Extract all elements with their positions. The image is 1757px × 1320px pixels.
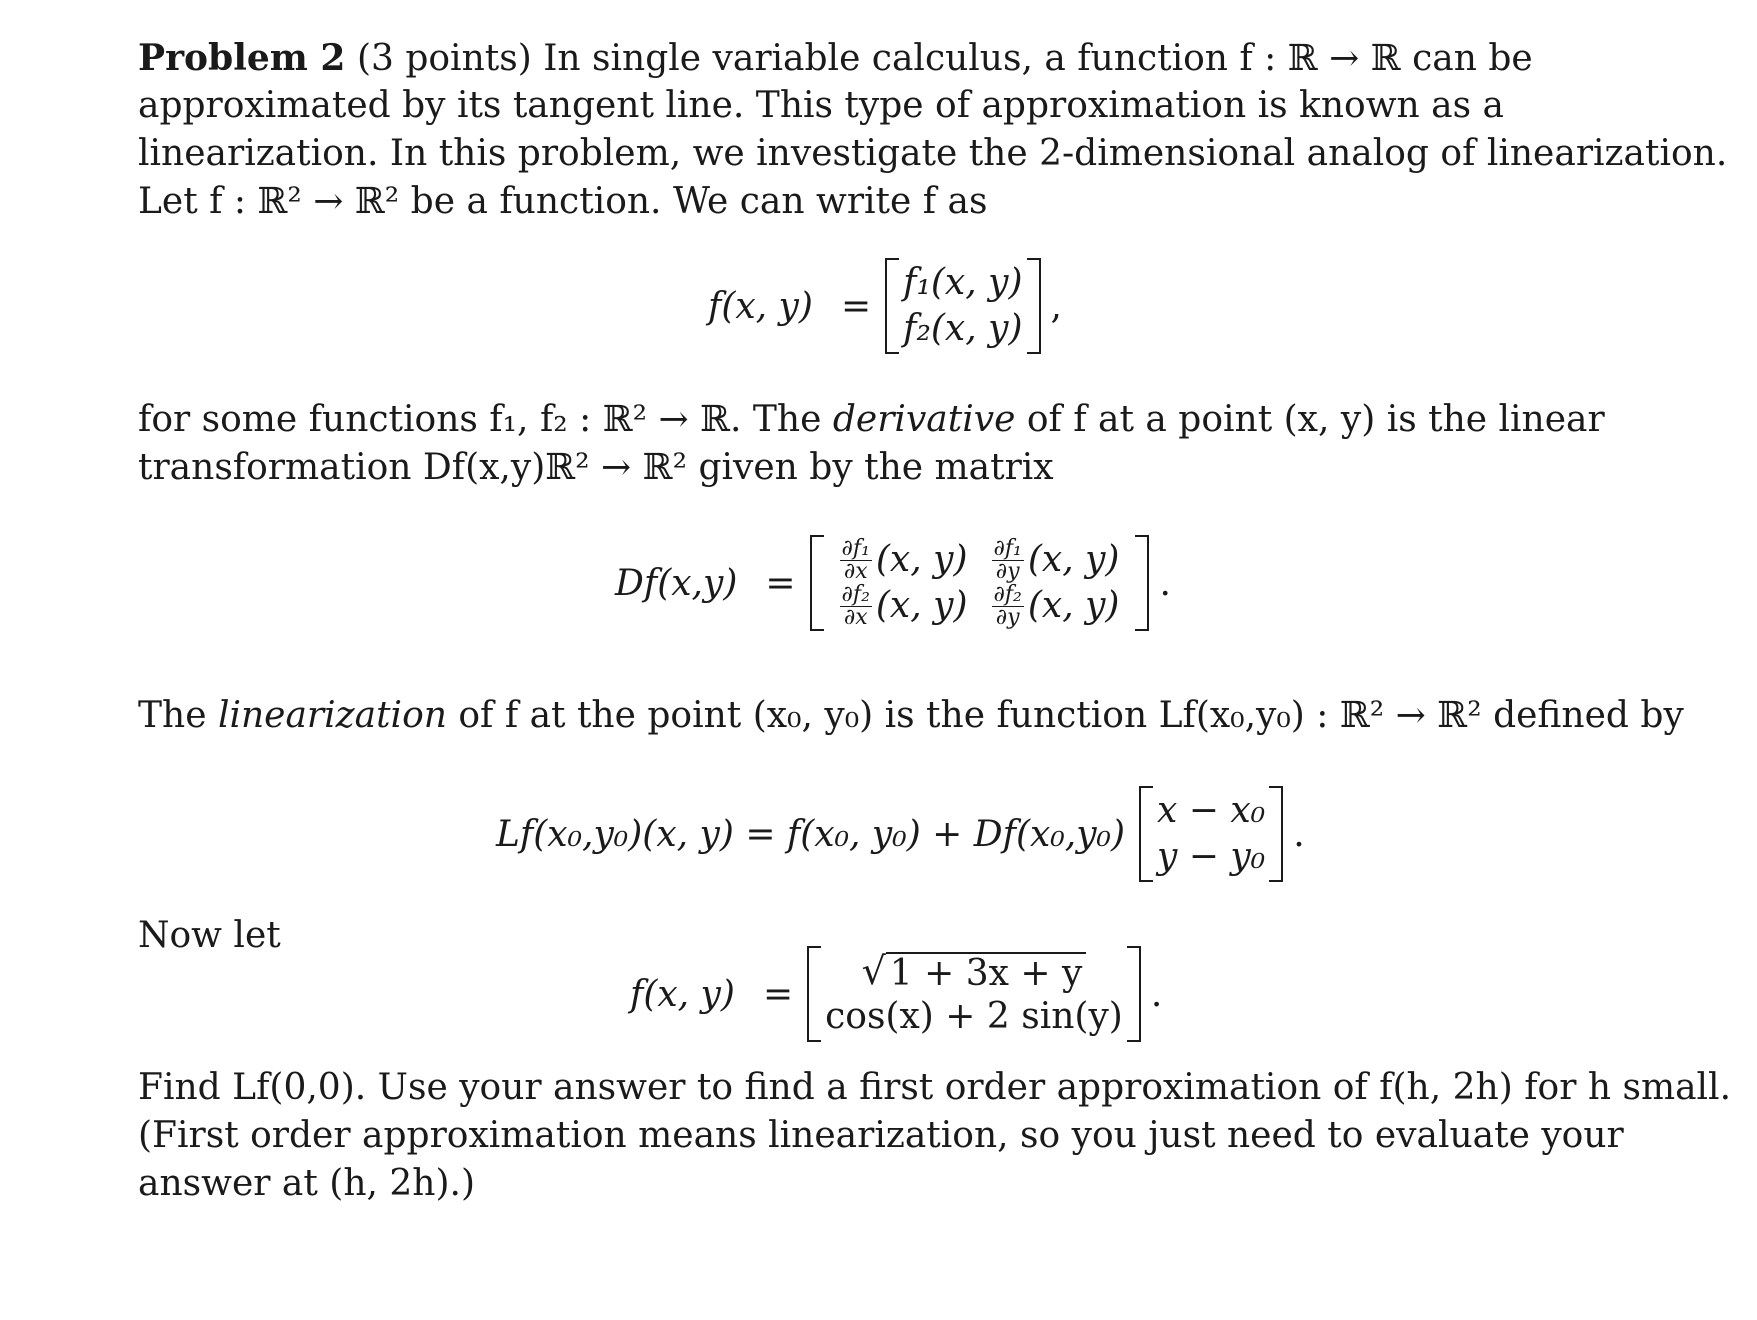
frac-den: ∂x xyxy=(843,604,868,630)
linearization-paragraph xyxy=(138,692,1684,740)
jacobian-cell-12 xyxy=(980,537,1132,583)
eq2-equals: = xyxy=(765,562,796,604)
intro-line-3: linearization. In this problem, we investigate the 2-dimensional analog of linearization. xyxy=(138,133,1728,174)
eq2-row-2 xyxy=(828,583,1132,629)
jacobian-cell-21 xyxy=(828,583,980,629)
equation-f-components xyxy=(708,258,1062,354)
eq3-row-2: y − y₀ xyxy=(1157,836,1266,877)
frac-den: ∂x xyxy=(843,558,868,584)
cell-arg: (x, y) xyxy=(1027,539,1120,580)
right-bracket xyxy=(1027,258,1041,354)
eq4-period: . xyxy=(1150,973,1163,1015)
final-paragraph xyxy=(138,1064,1732,1208)
intro-line-2: approximated by its tangent line. This type of approximation is known as a xyxy=(138,85,1504,126)
eq2-lhs: Df(x,y) xyxy=(615,562,738,604)
lin-text-a: The xyxy=(138,695,218,736)
eq3-row-1: x − x₀ xyxy=(1157,790,1266,831)
eq4-lhs: f(x, y) xyxy=(630,973,735,1015)
frac-num: ∂f₁ xyxy=(993,535,1022,561)
eq1-matrix xyxy=(885,258,1040,354)
derivative-paragraph xyxy=(138,396,1638,492)
cell-arg: (x, y) xyxy=(875,585,968,626)
radicand: 1 + 3x + y xyxy=(886,952,1087,994)
eq4-row-1 xyxy=(825,948,1123,994)
eq3-period: . xyxy=(1293,813,1305,855)
jacobian-cell-11 xyxy=(828,537,980,583)
problem-heading: Problem 2 xyxy=(138,37,346,79)
deriv-line-2: transformation Df(x,y)ℝ² → ℝ² given by the matrix xyxy=(138,447,1054,488)
frac-num: ∂f₂ xyxy=(841,581,870,607)
equation-jacobian xyxy=(615,535,1171,631)
deriv-line-1 xyxy=(138,396,1638,444)
cell-arg: (x, y) xyxy=(1027,585,1120,626)
intro-text-1: In single variable calculus, a function f : ℝ → ℝ can be xyxy=(543,38,1533,79)
derivative-term: derivative xyxy=(832,399,1016,440)
intro-paragraph xyxy=(138,34,1728,226)
eq1-comma: , xyxy=(1050,285,1062,327)
equation-specific-f xyxy=(630,946,1162,1042)
frac-num: ∂f₁ xyxy=(841,535,870,561)
eq4-row-2: cos(x) + 2 sin(y) xyxy=(825,996,1123,1037)
left-bracket xyxy=(885,258,899,354)
right-bracket xyxy=(1127,946,1141,1042)
frac-num: ∂f₂ xyxy=(993,581,1022,607)
deriv-text-b: of f at a point (x, y) is the linear xyxy=(1015,399,1605,440)
eq2-matrix xyxy=(810,535,1150,631)
now-let-text: Now let xyxy=(138,915,281,956)
cell-arg: (x, y) xyxy=(875,539,968,580)
right-bracket xyxy=(1269,786,1283,882)
frac-den: ∂y xyxy=(995,558,1020,584)
frac-den: ∂y xyxy=(995,604,1020,630)
eq1-row-2: f₂(x, y) xyxy=(903,308,1023,349)
left-bracket xyxy=(807,946,821,1042)
deriv-text-a: for some functions f₁, f₂ : ℝ² → ℝ. The xyxy=(138,399,833,440)
square-root xyxy=(862,948,1087,994)
final-line-3: answer at (h, 2h).) xyxy=(138,1163,476,1204)
eq1-equals: = xyxy=(840,285,872,327)
left-bracket xyxy=(810,535,824,631)
eq2-row-1 xyxy=(828,537,1132,583)
eq3-matrix xyxy=(1139,786,1283,882)
final-line-2: (First order approximation means linearization, so you just need to evaluate your xyxy=(138,1115,1624,1156)
left-bracket xyxy=(1139,786,1153,882)
intro-line-4: Let f : ℝ² → ℝ² be a function. We can write f as xyxy=(138,181,988,222)
lin-line xyxy=(138,692,1684,740)
eq1-row-1: f₁(x, y) xyxy=(903,262,1023,303)
final-line-1: Find Lf(0,0). Use your answer to find a first order approximation of f(h, 2h) for h small. xyxy=(138,1067,1732,1108)
problem-points: (3 points) xyxy=(356,38,532,79)
right-bracket xyxy=(1135,535,1149,631)
jacobian-cell-22 xyxy=(980,583,1132,629)
linearization-term: linearization xyxy=(217,695,447,736)
eq2-period: . xyxy=(1159,562,1171,604)
equation-linearization xyxy=(496,786,1305,882)
intro-line-1 xyxy=(138,34,1638,82)
eq4-equals: = xyxy=(762,973,794,1015)
eq1-lhs: f(x, y) xyxy=(708,285,813,327)
lin-text-b: of f at the point (x₀, y₀) is the function Lf(x₀,y₀) : ℝ² → ℝ² defined by xyxy=(446,695,1684,736)
eq4-matrix xyxy=(807,946,1141,1042)
eq3-lhs: Lf(x₀,y₀)(x, y) = f(x₀, y₀) + Df(x₀,y₀) xyxy=(496,813,1126,855)
radical-sign-icon: √ xyxy=(861,949,886,993)
